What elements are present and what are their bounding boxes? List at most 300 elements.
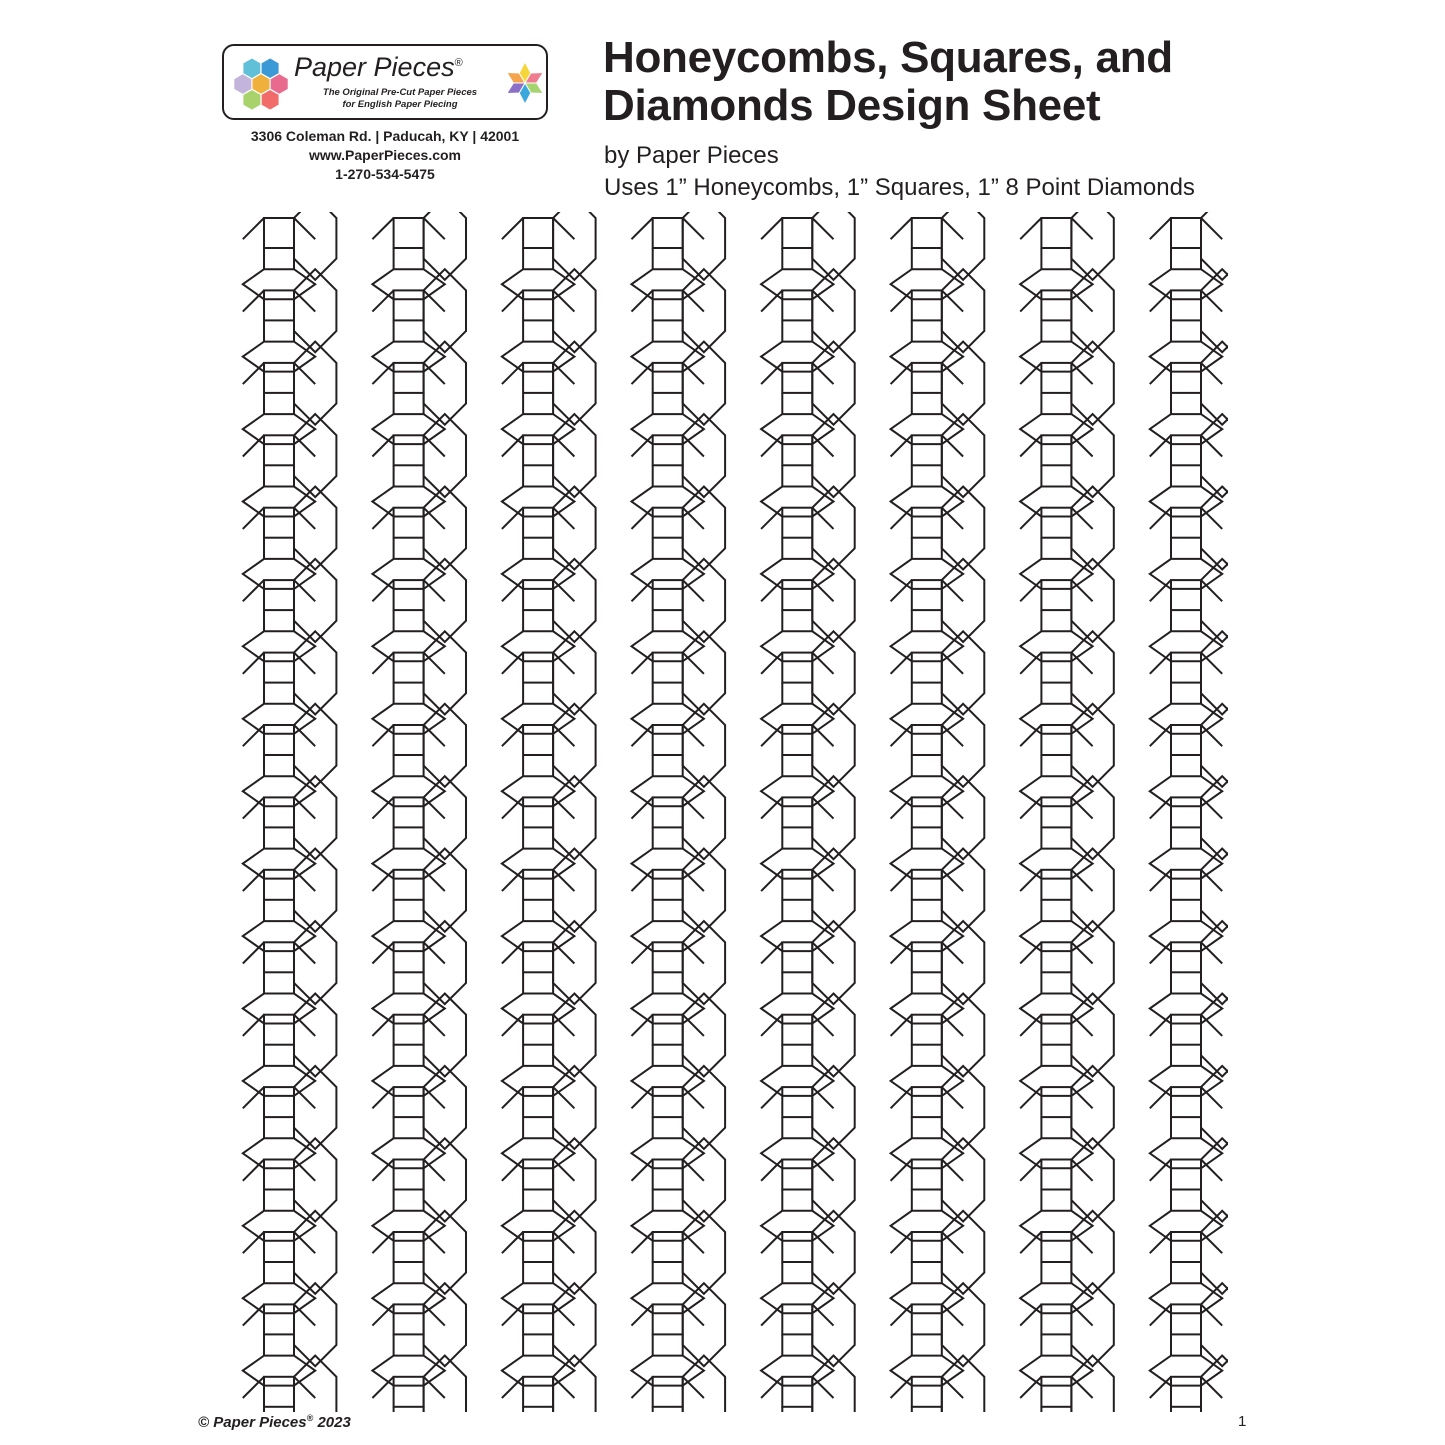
square-piece: [653, 942, 683, 972]
square-piece: [912, 508, 942, 538]
diamond-edge: [812, 1015, 833, 1036]
diamond-edge: [683, 580, 704, 601]
diamond-edge: [1150, 1087, 1171, 1108]
diamond-edge: [243, 1160, 264, 1181]
honeycomb-piece: [372, 994, 444, 1024]
honeycomb-piece: [372, 704, 444, 734]
honeycomb-piece: [761, 631, 833, 661]
square-piece: [782, 1304, 812, 1334]
honeycomb-piece: [891, 994, 964, 1024]
diamond-edge: [891, 725, 912, 746]
diamond-edge: [812, 363, 833, 384]
square-piece: [1171, 653, 1201, 683]
diamond-edge: [502, 653, 523, 674]
diamond-edge: [243, 1015, 264, 1036]
diamond-edge: [761, 797, 782, 818]
honeycomb-piece: [1150, 1066, 1222, 1096]
square-piece: [523, 870, 553, 900]
diamond-edge: [891, 1160, 912, 1181]
honeycomb-piece: [1020, 1283, 1092, 1313]
honeycomb-piece: [1201, 704, 1228, 787]
square-piece: [653, 1304, 683, 1334]
honeycomb-piece: [1150, 704, 1222, 734]
honeycomb-piece: [1020, 414, 1092, 444]
honeycomb-piece: [502, 342, 575, 372]
square-piece: [394, 797, 424, 827]
diamond-edge: [294, 1015, 315, 1036]
diamond-edge: [761, 870, 782, 891]
diamond-edge: [1020, 1015, 1041, 1036]
diamond-edge: [1071, 797, 1092, 818]
diamond-edge: [553, 363, 574, 384]
diamond-edge: [812, 1232, 833, 1253]
honeycomb-piece: [1020, 1356, 1092, 1386]
diamond-edge: [243, 1377, 264, 1398]
diamond-edge: [1020, 580, 1041, 601]
honeycomb-piece: [502, 1211, 575, 1241]
honeycomb-piece: [891, 1356, 964, 1386]
diamond-edge: [1071, 1377, 1092, 1398]
page-number: 1: [1238, 1413, 1247, 1430]
diamond-edge: [294, 508, 315, 529]
honeycomb-piece: [891, 704, 964, 734]
honeycomb-piece: [372, 1356, 444, 1386]
honeycomb-piece: [891, 1066, 964, 1096]
diamond-edge: [502, 797, 523, 818]
honeycomb-piece: [372, 849, 444, 879]
diamond-edge: [761, 435, 782, 456]
honeycomb-piece: [1020, 849, 1092, 879]
square-piece: [1041, 797, 1071, 827]
honeycomb-piece: [502, 631, 575, 661]
square-piece: [1041, 1087, 1071, 1117]
diamond-edge: [891, 1232, 912, 1253]
diamond-edge: [372, 1232, 393, 1253]
square-piece: [1041, 218, 1071, 248]
honeycomb-piece: [891, 1138, 964, 1168]
square-piece: [264, 218, 294, 248]
honeycomb-piece: [502, 269, 575, 299]
diamond-edge: [243, 508, 264, 529]
square-piece: [264, 508, 294, 538]
square-piece: [394, 870, 424, 900]
diamond-edge: [424, 435, 445, 456]
honeycomb-piece: [1150, 1356, 1222, 1386]
diamond-edge: [942, 363, 963, 384]
diamond-edge: [683, 1304, 704, 1325]
honeycomb-piece: [761, 1283, 833, 1313]
square-piece: [1171, 1304, 1201, 1334]
square-piece: [1041, 1377, 1071, 1407]
honeycomb-piece: [1201, 487, 1228, 570]
diamond-edge: [812, 870, 833, 891]
diamond-edge: [1020, 797, 1041, 818]
honeycomb-piece: [1150, 921, 1222, 951]
honeycomb-piece: [1201, 776, 1228, 859]
diamond-edge: [683, 1377, 704, 1398]
diamond-edge: [553, 290, 574, 311]
honeycomb-piece: [243, 414, 315, 444]
square-piece: [653, 363, 683, 393]
diamond-edge: [372, 1087, 393, 1108]
diamond-edge: [1201, 1160, 1222, 1181]
square-piece: [264, 1015, 294, 1045]
phone: 1-270-534-5475: [335, 166, 435, 182]
diamond-edge: [761, 942, 782, 963]
honeycomb-piece: [891, 921, 964, 951]
diamond-edge: [243, 435, 264, 456]
square-piece: [1041, 725, 1071, 755]
honeycomb-piece: [1020, 776, 1092, 806]
diamond-edge: [812, 1160, 833, 1181]
honeycomb-piece: [243, 921, 315, 951]
diamond-edge: [1020, 218, 1041, 239]
diamond-edge: [891, 942, 912, 963]
diamond-edge: [553, 1087, 574, 1108]
honeycomb-piece: [502, 921, 575, 951]
diamond-edge: [683, 1015, 704, 1036]
diamond-edge: [424, 1232, 445, 1253]
diamond-edge: [372, 942, 393, 963]
square-piece: [912, 725, 942, 755]
diamond-edge: [1150, 435, 1171, 456]
diamond-edge: [243, 1232, 264, 1253]
diamond-edge: [812, 653, 833, 674]
diamond-edge: [761, 580, 782, 601]
diamond-edge: [294, 725, 315, 746]
square-piece: [653, 797, 683, 827]
diamond-edge: [502, 1160, 523, 1181]
square-piece: [653, 218, 683, 248]
honeycomb-piece: [1020, 994, 1092, 1024]
diamond-edge: [1150, 870, 1171, 891]
square-piece: [1171, 1377, 1201, 1407]
diamond-edge: [942, 1377, 963, 1398]
honeycomb-piece: [243, 269, 315, 299]
diamond-edge: [294, 1377, 315, 1398]
square-piece: [912, 797, 942, 827]
diamond-edge: [372, 508, 393, 529]
honeycomb-piece: [372, 342, 444, 372]
diamond-edge: [942, 797, 963, 818]
diamond-edge: [1150, 580, 1171, 601]
diamond-edge: [553, 508, 574, 529]
diamond-edge: [632, 1015, 653, 1036]
diamond-edge: [683, 435, 704, 456]
square-piece: [394, 1377, 424, 1407]
honeycomb-piece: [1201, 921, 1228, 1004]
diamond-edge: [424, 1304, 445, 1325]
diamond-edge: [424, 870, 445, 891]
diamond-edge: [243, 1087, 264, 1108]
square-piece: [523, 218, 553, 248]
honeycomb-piece: [372, 631, 444, 661]
diamond-edge: [891, 1087, 912, 1108]
square-piece: [264, 1160, 294, 1190]
diamond-edge: [1071, 653, 1092, 674]
honeycomb-piece: [243, 342, 315, 372]
diamond-edge: [942, 1232, 963, 1253]
square-piece: [523, 290, 553, 320]
honeycomb-piece: [891, 414, 964, 444]
diamond-edge: [1201, 1015, 1222, 1036]
honeycomb-piece: [372, 776, 444, 806]
diamond-edge: [502, 1015, 523, 1036]
square-piece: [523, 363, 553, 393]
diamond-edge: [553, 797, 574, 818]
logo-hexagon: [261, 58, 279, 79]
diamond-edge: [812, 580, 833, 601]
square-piece: [782, 218, 812, 248]
square-piece: [394, 942, 424, 972]
honeycomb-piece: [632, 776, 704, 806]
square-piece: [394, 580, 424, 610]
diamond-edge: [424, 1087, 445, 1108]
honeycomb-piece: [761, 1211, 833, 1241]
honeycomb-piece: [1150, 559, 1222, 589]
diamond-edge: [424, 1377, 445, 1398]
diamond-edge: [812, 1087, 833, 1108]
diamond-edge: [942, 725, 963, 746]
honeycomb-piece: [372, 414, 444, 444]
square-piece: [264, 653, 294, 683]
diamond-edge: [1020, 870, 1041, 891]
honeycomb-piece: [1020, 559, 1092, 589]
honeycomb-piece: [632, 849, 704, 879]
diamond-edge: [243, 580, 264, 601]
honeycomb-piece: [1150, 487, 1222, 517]
honeycomb-piece: [632, 631, 704, 661]
honeycomb-piece: [891, 1283, 964, 1313]
diamond-edge: [1071, 580, 1092, 601]
square-piece: [523, 797, 553, 827]
honeycomb-piece: [1201, 1066, 1228, 1149]
square-piece: [523, 1160, 553, 1190]
square-piece: [653, 508, 683, 538]
diamond-edge: [942, 653, 963, 674]
square-piece: [782, 290, 812, 320]
diamond-edge: [372, 580, 393, 601]
square-piece: [782, 363, 812, 393]
diamond-edge: [942, 290, 963, 311]
honeycomb-piece: [632, 1356, 704, 1386]
diamond-edge: [1201, 797, 1222, 818]
square-piece: [912, 1377, 942, 1407]
honeycomb-piece: [1150, 1211, 1222, 1241]
diamond-edge: [1071, 1304, 1092, 1325]
diamond-edge: [1020, 1160, 1041, 1181]
square-piece: [653, 1160, 683, 1190]
diamond-edge: [812, 942, 833, 963]
diamond-edge: [424, 653, 445, 674]
square-piece: [1171, 1015, 1201, 1045]
honeycomb-piece: [243, 1066, 315, 1096]
honeycomb-piece: [1201, 849, 1228, 932]
diamond-edge: [553, 653, 574, 674]
diamond-edge: [1150, 508, 1171, 529]
diamond-edge: [632, 508, 653, 529]
honeycomb-piece: [761, 1138, 833, 1168]
honeycomb-piece: [1020, 1138, 1092, 1168]
diamond-edge: [502, 870, 523, 891]
diamond-edge: [553, 725, 574, 746]
square-piece: [523, 1304, 553, 1334]
honeycomb-piece: [1150, 269, 1222, 299]
diamond-edge: [1020, 1232, 1041, 1253]
square-piece: [912, 1087, 942, 1117]
diamond-edge: [424, 1160, 445, 1181]
square-piece: [1171, 435, 1201, 465]
diamond-edge: [632, 435, 653, 456]
diamond-edge: [294, 870, 315, 891]
square-piece: [394, 1015, 424, 1045]
diamond-edge: [1071, 1087, 1092, 1108]
honeycomb-piece: [761, 414, 833, 444]
diamond-edge: [761, 218, 782, 239]
square-piece: [912, 1015, 942, 1045]
diamond-edge: [1201, 290, 1222, 311]
diamond-edge: [891, 435, 912, 456]
diamond-edge: [1020, 1087, 1041, 1108]
diamond-edge: [891, 218, 912, 239]
diamond-edge: [294, 290, 315, 311]
diamond-edge: [632, 725, 653, 746]
diamond-edge: [632, 218, 653, 239]
honeycomb-piece: [761, 342, 833, 372]
diamond-edge: [942, 942, 963, 963]
address: 3306 Coleman Rd. | Paducah, KY | 42001: [250, 128, 520, 144]
square-piece: [653, 290, 683, 320]
square-piece: [1041, 1304, 1071, 1334]
honeycomb-piece: [243, 631, 315, 661]
diamond-edge: [424, 580, 445, 601]
diamond-edge: [372, 870, 393, 891]
honeycomb-piece: [1020, 1066, 1092, 1096]
diamond-edge: [553, 1160, 574, 1181]
diamond-edge: [553, 1232, 574, 1253]
honeycomb-piece: [1201, 342, 1228, 425]
diamond-edge: [891, 580, 912, 601]
square-piece: [264, 870, 294, 900]
diamond-edge: [1150, 1232, 1171, 1253]
subtitle: [604, 140, 1304, 204]
diamond-edge: [1071, 1232, 1092, 1253]
square-piece: [912, 1304, 942, 1334]
honeycomb-piece: [1201, 631, 1228, 714]
square-piece: [1041, 1015, 1071, 1045]
diamond-edge: [424, 363, 445, 384]
square-piece: [394, 435, 424, 465]
honeycomb-piece: [1201, 994, 1228, 1077]
honeycomb-piece: [1150, 1283, 1222, 1313]
diamond-edge: [502, 725, 523, 746]
honeycomb-piece: [891, 849, 964, 879]
diamond-edge: [502, 1232, 523, 1253]
honeycomb-piece: [243, 487, 315, 517]
diamond-edge: [1201, 508, 1222, 529]
honeycomb-piece: [372, 487, 444, 517]
honeycomb-piece: [1150, 414, 1222, 444]
square-piece: [1171, 942, 1201, 972]
honeycomb-piece: [1150, 1138, 1222, 1168]
pattern-lines: [243, 212, 1228, 1412]
diamond-edge: [891, 508, 912, 529]
diamond-edge: [1071, 363, 1092, 384]
square-piece: [653, 1377, 683, 1407]
square-piece: [653, 653, 683, 683]
honeycomb-piece: [243, 704, 315, 734]
diamond-edge: [812, 290, 833, 311]
diamond-edge: [1150, 363, 1171, 384]
square-piece: [394, 1160, 424, 1190]
honeycomb-piece: [243, 1138, 315, 1168]
square-piece: [1171, 290, 1201, 320]
honeycomb-piece: [1020, 342, 1092, 372]
uses-line: Uses 1” Honeycombs, 1” Squares, 1” 8 Point Diamonds: [604, 174, 1195, 201]
honeycomb-piece: [1020, 921, 1092, 951]
diamond-edge: [1071, 508, 1092, 529]
square-piece: [1041, 435, 1071, 465]
diamond-edge: [1201, 1232, 1222, 1253]
square-piece: [264, 290, 294, 320]
diamond-edge: [942, 1304, 963, 1325]
square-piece: [523, 1087, 553, 1117]
square-piece: [653, 725, 683, 755]
honeycomb-piece: [1020, 269, 1092, 299]
square-piece: [782, 1160, 812, 1190]
square-piece: [264, 725, 294, 755]
square-piece: [782, 1232, 812, 1262]
diamond-edge: [553, 580, 574, 601]
diamond-edge: [761, 1304, 782, 1325]
logo-hexagon: [243, 58, 261, 79]
diamond-edge: [683, 508, 704, 529]
square-piece: [1041, 942, 1071, 972]
diamond-edge: [502, 1087, 523, 1108]
diamond-edge: [812, 797, 833, 818]
diamond-edge: [424, 290, 445, 311]
honeycomb-piece: [891, 342, 964, 372]
honeycomb-piece: [632, 269, 704, 299]
diamond-edge: [891, 1015, 912, 1036]
diamond-edge: [553, 218, 574, 239]
honeycomb-piece: [632, 487, 704, 517]
diamond-edge: [294, 653, 315, 674]
square-piece: [394, 290, 424, 320]
square-piece: [1041, 363, 1071, 393]
square-piece: [1171, 1087, 1201, 1117]
diamond-edge: [761, 1015, 782, 1036]
honeycomb-piece: [632, 704, 704, 734]
square-piece: [912, 1160, 942, 1190]
diamond-edge: [1071, 1015, 1092, 1036]
square-piece: [523, 1232, 553, 1262]
diamond-edge: [1071, 942, 1092, 963]
honeycomb-piece: [243, 1211, 315, 1241]
diamond-edge: [243, 653, 264, 674]
diamond-edge: [891, 290, 912, 311]
diamond-edge: [1071, 290, 1092, 311]
diamond-edge: [632, 797, 653, 818]
honeycomb-piece: [1201, 269, 1228, 352]
honeycomb-piece: [761, 776, 833, 806]
honeycomb-piece: [502, 849, 575, 879]
diamond-edge: [1150, 290, 1171, 311]
square-piece: [394, 1232, 424, 1262]
honeycomb-piece: [761, 704, 833, 734]
diamond-edge: [1071, 218, 1092, 239]
honeycomb-piece: [632, 1211, 704, 1241]
